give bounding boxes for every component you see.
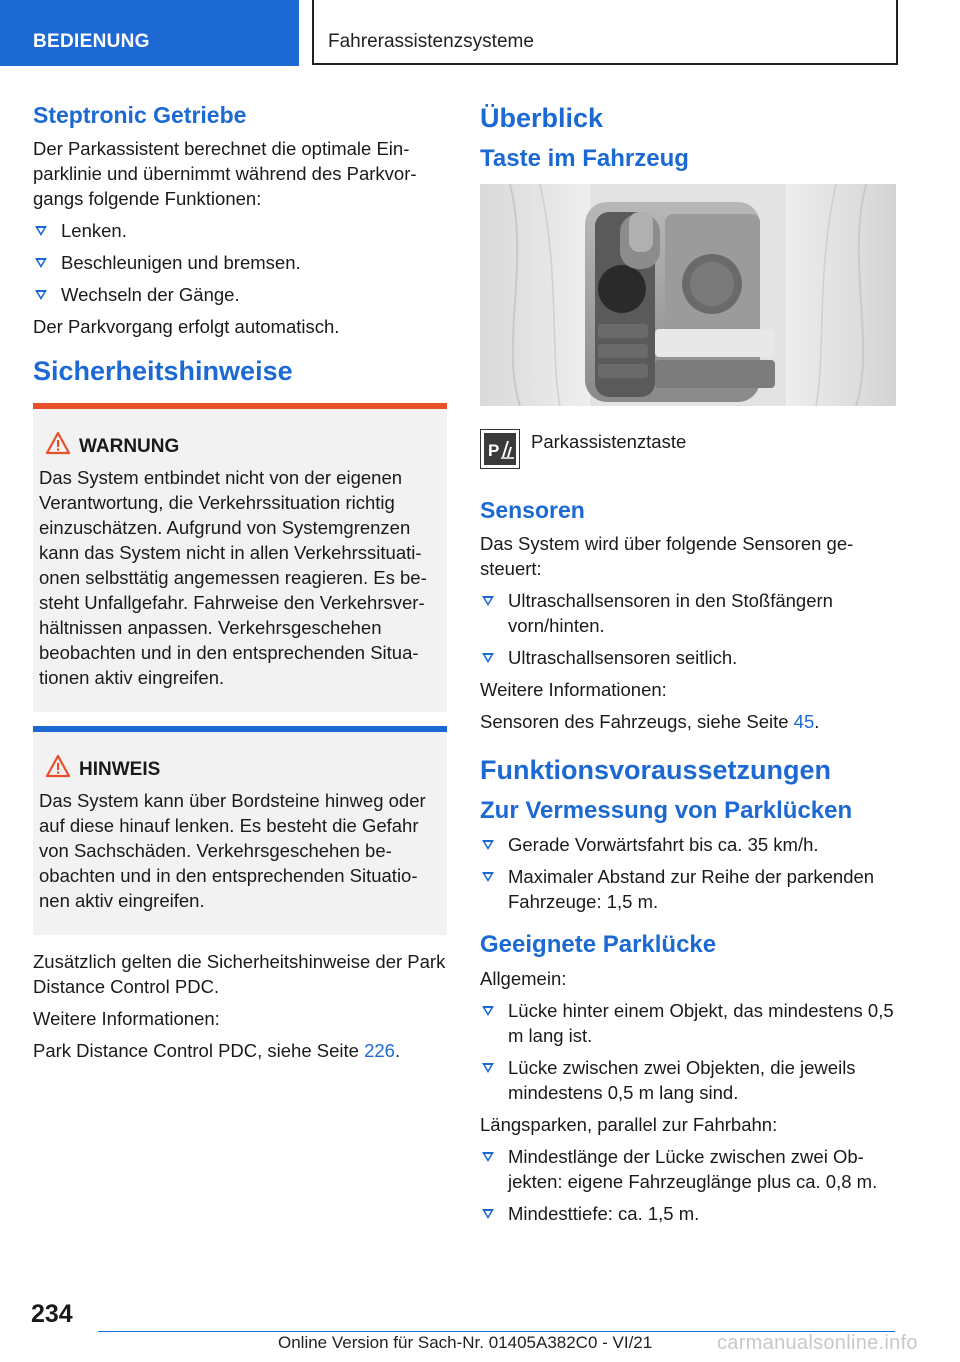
- left-column: [33, 100, 447, 1070]
- triangle-bullet-icon: [35, 290, 47, 300]
- page-link-45[interactable]: 45: [793, 711, 815, 732]
- list-item: Lenken.: [33, 218, 447, 243]
- legend-label: Parkassistenztaste: [531, 431, 687, 452]
- list-item: Maximaler Abstand zur Reihe der parkenden Fahrzeuge: 1,5 m.: [480, 864, 896, 914]
- watermark: carmanualsonline.info: [717, 1332, 918, 1354]
- list-item: Ultraschallsensoren seitlich.: [480, 645, 896, 670]
- requirements-heading: Funktionsvoraussetzungen: [480, 755, 832, 785]
- general-label: Allgemein:: [480, 968, 567, 989]
- chapter-title: Fahrerassistenzsysteme: [328, 31, 534, 52]
- note-text: Das System kann über Bordsteine hinweg oder auf diese hinauf lenken. Es besteht die Gefahr von Sachschäden. Verkehrsgeschehen beobachten und in den entsprechenden Situationen aktiv eingreifen.: [39, 790, 426, 911]
- button-legend: [480, 429, 896, 469]
- list-item: Ultraschallsensoren in den Stoßfängern vorn/hinten.: [480, 588, 896, 638]
- general-list: [480, 998, 896, 1105]
- steptronic-heading: Steptronic Getriebe: [33, 102, 247, 128]
- svg-text:P: P: [488, 441, 500, 460]
- online-version-note: Online Version für Sach-Nr. 01405A382C0 - VI/21: [278, 1333, 653, 1352]
- measuring-heading: Zur Vermessung von Parklücken: [480, 797, 853, 824]
- right-column: [480, 100, 896, 1233]
- section-tab-label: BEDIENUNG: [33, 31, 150, 52]
- pdc-reference: Park Distance Control PDC, siehe Seite 226.: [33, 1040, 401, 1061]
- park-assist-button-icon: [480, 429, 520, 469]
- page-number: 234: [31, 1300, 73, 1328]
- center-console-photo: [480, 184, 896, 406]
- steptronic-intro: Der Parkassistent berechnet die optimale Einparklinie und übernimmt während des Parkvorgangs folgende Funktionen:: [33, 138, 417, 209]
- list-item: Lücke hinter einem Objekt, das mindestens 0,5 m lang ist.: [480, 998, 896, 1048]
- triangle-bullet-icon: [482, 653, 494, 663]
- parallel-label: Längsparken, parallel zur Fahrbahn:: [480, 1114, 778, 1135]
- triangle-bullet-icon: [35, 226, 47, 236]
- triangle-bullet-icon: [35, 258, 47, 268]
- sensors-list: [480, 588, 896, 670]
- page-header: [0, 0, 960, 66]
- triangle-bullet-icon: [482, 840, 494, 850]
- warning-box: [33, 403, 447, 712]
- sensors-reference: Sensoren des Fahrzeugs, siehe Seite 45.: [480, 711, 820, 732]
- list-item: Mindestlänge der Lücke zwischen zwei Objekten: eigene Fahrzeuglänge plus ca. 0,8 m.: [480, 1144, 896, 1194]
- list-item: Beschleunigen und bremsen.: [33, 250, 447, 275]
- triangle-bullet-icon: [482, 1152, 494, 1162]
- button-heading: Taste im Fahrzeug: [480, 145, 689, 172]
- triangle-bullet-icon: [482, 872, 494, 882]
- list-item: Gerade Vorwärtsfahrt bis ca. 35 km/h.: [480, 832, 896, 857]
- list-item: Lücke zwischen zwei Objekten, die jeweils mindestens 0,5 m lang sind.: [480, 1055, 896, 1105]
- more-info-label: Weitere Informationen:: [33, 1008, 220, 1029]
- extra-text: Zusätzlich gelten die Sicherheitshinweise der Park Distance Control PDC.: [33, 951, 446, 997]
- section-tab: [0, 0, 299, 66]
- triangle-bullet-icon: [482, 1006, 494, 1016]
- note-title-row: [39, 758, 439, 782]
- list-item: Wechseln der Gänge.: [33, 282, 447, 307]
- triangle-bullet-icon: [482, 596, 494, 606]
- sensors-intro: Das System wird über folgende Sensoren gesteuert:: [480, 533, 854, 579]
- note-title: HINWEIS: [79, 759, 161, 780]
- warning-title-row: [39, 435, 439, 459]
- overview-heading: Überblick: [480, 103, 604, 133]
- warning-text: Das System entbindet nicht von der eigenen Verantwortung, die Verkehrssituation richtig einzuschätzen. Aufgrund von Systemgrenzen kann das System nicht in allen Verkehrssituationen selbsttätig angemessen reagieren. Es besteht Unfallgefahr. Fahrweise den Verkehrsverhältnissen anpassen. Verkehrsgeschehen beobachten und in den entsprechenden Situationen aktiv eingreifen.: [39, 467, 427, 688]
- warning-title: WARNUNG: [79, 436, 180, 457]
- triangle-bullet-icon: [482, 1063, 494, 1073]
- more-info-label: Weitere Informationen:: [480, 679, 667, 700]
- steptronic-outro: Der Parkvorgang erfolgt automatisch.: [33, 316, 340, 337]
- safety-heading: Sicherheitshinweise: [33, 356, 293, 386]
- parallel-list: [480, 1144, 896, 1226]
- steptronic-list: [33, 218, 447, 307]
- note-box: [33, 726, 447, 935]
- sensors-heading: Sensoren: [480, 497, 585, 523]
- page-link-226[interactable]: 226: [364, 1040, 395, 1061]
- triangle-bullet-icon: [482, 1209, 494, 1219]
- measuring-list: [480, 832, 896, 914]
- chapter-title-box: [312, 0, 898, 65]
- suitable-heading: Geeignete Parklücke: [480, 931, 717, 958]
- warning-triangle-icon: [45, 431, 71, 455]
- warning-triangle-icon: [45, 754, 71, 778]
- list-item: Mindesttiefe: ca. 1,5 m.: [480, 1201, 896, 1226]
